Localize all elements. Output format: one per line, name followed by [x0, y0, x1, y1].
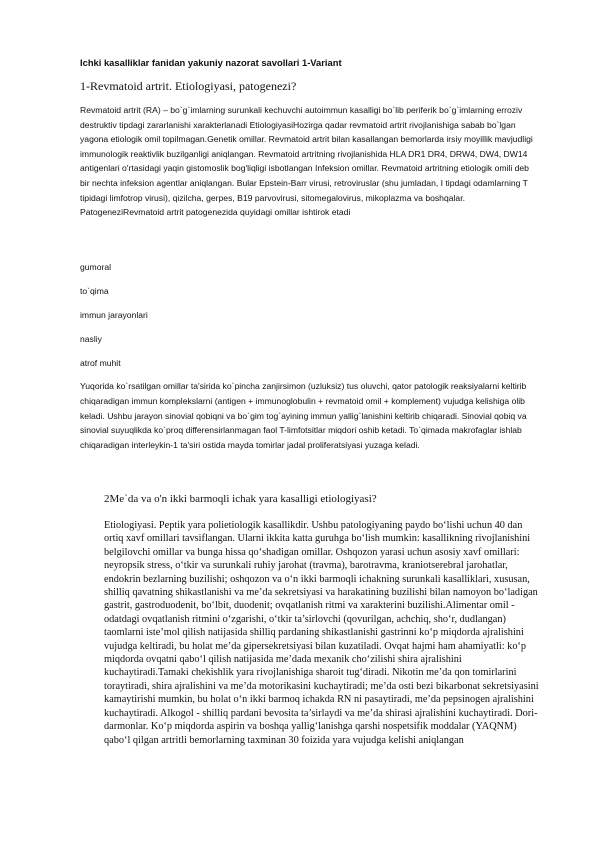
list-item: to`qima — [80, 286, 109, 296]
list-item: gumoral — [80, 262, 112, 272]
list-item: nasliy — [80, 334, 102, 344]
question-1-body: Revmatoid artrit (RA) – bo`g`imlarning surunkali kechuvchi autoimmun kasalligi bo`lib periferik bo`g`imlarning erroziv destruktiv tipdagi zararlanishi xarakterlanadi EtiologiyasiHozirga qadar revmatoid artrit rivojlanishiga sabab bo`lgan yagona etiologik omil topilmagan.Genetik omillar. Revmatoid artrit bilan kasallangan bemorlarda irsiy moyillik mavjudligi immunologik reaktivlik buzilganligi aniqlangan. Revmatoid artritning rivojlanishida HLA DR1 DR4, DRW4, DW4, DW14 antigenlari o'rtasidagi yaqin gistomoslik bog'liqligi isbotlangan Infeksion omillar. Revmatoid artritning etiologik omili deb bir nechta infeksion agentlar aniqlangan. Bular Epstein-Barr virusi, retroviruslar (shu jumladan, I tipdagi odamlarning T tipidagi limfotrop virusi), qizilcha, gerpes, B19 parvovirusi, sitomegalovirus, mikoplazma va boshqalar. PatogeneziRevmatoid artrit patogenezida quyidagi omillar ishtirok etadi — [80, 105, 533, 218]
question-2-heading: 2Me`da va o'n ikki barmoqli ichak yara kasalligi etiologiyasi? — [104, 493, 377, 505]
document-title: Ichki kasalliklar fanidan yakuniy nazorat savollari 1-Variant — [80, 57, 342, 68]
list-item: atrof muhit — [80, 358, 121, 368]
question-2-body: Etiologiyasi. Peptik yara polietiologik kasallikdir. Ushbu patologiyaning paydo bo‘lishi uchun 40 dan ortiq xavf omillari tavsiflangan. Ularni ikkita katta guruhga bo‘lish mumkin: kasallikning rivojlanishini belgilovchi omillar va bunga hissa qo‘shadigan omillar. Oshqozon yarasi uchun asosiy xavf omillari: neyropsik stress, o‘tkir va surunkali ruhiy jarohat (travma), barotravma, kraniotserebral jarohatlar, endokrin bezlarning buzilishi; oshqozon va o‘n ikki barmoqli ichakning surunkali kasalliklari, xususan, shilliq qavatning shikastlanishi va me’da sekretsiyasi va harakatining buzilishi bilan namoyon bo‘ladigan gastrit, gastroduodenit, bo‘lbit, duodenit; ovqatlanish ritmi va xarakterini buzilishi.Alimentar omil - odatdagi ovqatlanish ritmini o‘zgarishi, o‘tkir ta’sirlovchi (qovurilgan, achchiq, sho‘r, dudlangan) taomlarni iste’mol qilish natijasida shilliq pardaning shikastlanishi gastrinni ko‘p miqdorda ajralishini vujudga keltiradi, bu holat me’da gipersekretsiyasi bilan kuzatiladi. Ovqat hajmi ham ahamiyatli: ko‘p miqdorda ovqatni qabo‘l qilish natijasida me’dada mexanik cho‘zilishi shira ajralishini kuchaytiradi.Tamaki chekishlik yara rivojlanishiga sharoit tug‘diradi. Nikotin me’da qon tomirlarini toraytiradi, shira ajralishini va me’da motorikasini kuchaytiradi; me’da osti bezi bikarbonat sekretsiyasini kamaytirishi mumkin, bu holat o‘n ikki barmoq ichakda RN ni pasaytiradi, me’da pepsinogen ajralishini kuchaytiradi. Alkogol - shilliq pardani bevosita ta’sirlaydi va me’da shirasi ajralishini kuchaytiradi. Dori-darmonlar. Ko‘p miqdorda aspirin va boshqa yallig‘lanishga qarshi nospetsifik moddalar (YAQNM) qabo‘l qilgan artritli bemorlarning taxminan 30 foizida yara vujudga kelishi aniqlangan — [104, 520, 539, 746]
question-1-heading: 1-Revmatoid artrit. Etiologiyasi, patogenezi? — [80, 79, 297, 93]
question-1-conclusion: Yuqorida ko`rsatilgan omillar ta'sirida ko`pincha zanjirsimon (uzluksiz) tus oluvchi, qator patologik reaksiyalarni keltirib chiqaradigan immun komplekslarni (antigen + immunoglobulin + revmatoid omil + komplement) vujudga kelishiga olib keladi. Ushbu jarayon sinovial qobiqni va bo`gim tog`ayining immun yallig`lanishini keltirib chiqaradi. Sinovial qobiq va sinovial suyuqlikda ko`proq differensirlanmagan faol T-limfotsitlar miqdori oshib ketadi. To`qimada makrofaglar ishlab chiqaradigan interleykin-1 ta'siri ostida mayda tomirlar jadal proliferatsiyasi yuzaga keladi. — [80, 381, 527, 451]
list-item: immun jarayonlari — [80, 310, 148, 320]
